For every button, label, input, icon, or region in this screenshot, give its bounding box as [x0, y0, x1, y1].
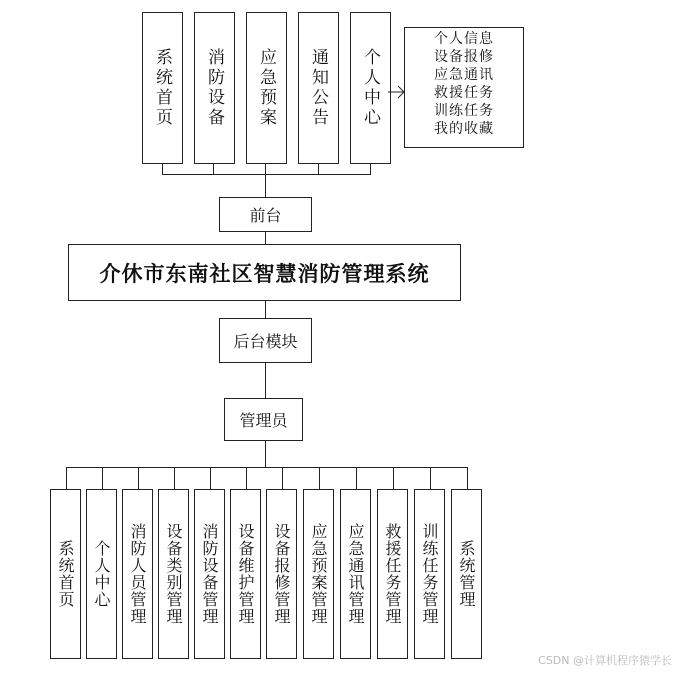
connector — [356, 467, 357, 489]
admin-role-box — [224, 398, 303, 441]
backend-module-label: 消防人员管理 — [128, 523, 147, 625]
backend-module — [303, 489, 334, 659]
frontend-module — [194, 12, 235, 164]
connector — [66, 467, 468, 468]
frontend-label — [219, 197, 312, 232]
backend-module-label: 个人中心 — [92, 540, 111, 608]
personal-center-item: 我的收藏 — [434, 121, 494, 137]
personal-center-item: 个人信息 — [434, 31, 494, 47]
backend-module — [230, 489, 261, 659]
connector — [430, 467, 431, 489]
backend-module-label: 系统管理 — [457, 540, 476, 608]
backend-module — [266, 489, 297, 659]
backend-module — [414, 489, 445, 659]
connector — [213, 164, 214, 174]
personal-center-item: 训练任务 — [434, 103, 494, 119]
system-title-text: 介休市东南社区智慧消防管理系统 — [99, 261, 430, 286]
backend-module-label: 设备维护管理 — [236, 523, 255, 625]
backend-module — [158, 489, 189, 659]
backend-module-label: 系统首页 — [56, 540, 75, 608]
backend-module — [340, 489, 371, 659]
admin-role-text: 管理员 — [239, 411, 288, 430]
backend-module — [194, 489, 225, 659]
connector — [265, 301, 266, 318]
backend-module-label: 消防设备管理 — [200, 523, 219, 625]
system-title — [68, 244, 461, 301]
backend-module-label: 应急预案管理 — [309, 523, 328, 625]
connector — [318, 164, 319, 174]
personal-center-item: 应急通讯 — [434, 67, 494, 83]
connector — [265, 363, 266, 398]
connector — [370, 164, 371, 174]
frontend-module — [246, 12, 287, 164]
connector — [265, 232, 266, 244]
connector — [393, 467, 394, 489]
connector — [162, 164, 163, 174]
connector — [246, 467, 247, 489]
connector — [319, 467, 320, 489]
personal-center-item: 设备报修 — [434, 49, 494, 65]
connector — [265, 441, 266, 467]
backend-module — [50, 489, 81, 659]
frontend-module — [142, 12, 183, 164]
connector — [210, 467, 211, 489]
connector — [174, 467, 175, 489]
connector — [102, 467, 103, 489]
backend-module — [451, 489, 482, 659]
frontend-label-text: 前台 — [249, 206, 282, 225]
frontend-module-label: 个人中心 — [360, 48, 380, 128]
backend-label-text: 后台模块 — [233, 332, 298, 351]
watermark: CSDN @计算机程序猿学长 — [538, 654, 672, 667]
connector — [282, 467, 283, 489]
backend-module-label: 设备类别管理 — [164, 523, 183, 625]
backend-label — [219, 318, 312, 363]
connector — [138, 467, 139, 489]
connector — [265, 164, 266, 197]
frontend-module-label: 通知公告 — [308, 48, 328, 128]
frontend-module — [350, 12, 391, 164]
backend-module-label: 救援任务管理 — [383, 523, 402, 625]
frontend-module-label: 消防设备 — [204, 48, 224, 128]
backend-module-label: 应急通讯管理 — [346, 523, 365, 625]
connector — [467, 467, 468, 489]
backend-module-label: 设备报修管理 — [272, 523, 291, 625]
connector — [162, 174, 371, 175]
backend-module — [122, 489, 153, 659]
backend-module — [86, 489, 117, 659]
backend-module — [377, 489, 408, 659]
frontend-module — [298, 12, 339, 164]
backend-module-label: 训练任务管理 — [420, 523, 439, 625]
frontend-module-label: 系统首页 — [152, 48, 172, 128]
connector — [66, 467, 67, 489]
personal-center-submenu — [404, 27, 524, 148]
personal-center-item: 救援任务 — [434, 85, 494, 101]
frontend-module-label: 应急预案 — [256, 48, 276, 128]
